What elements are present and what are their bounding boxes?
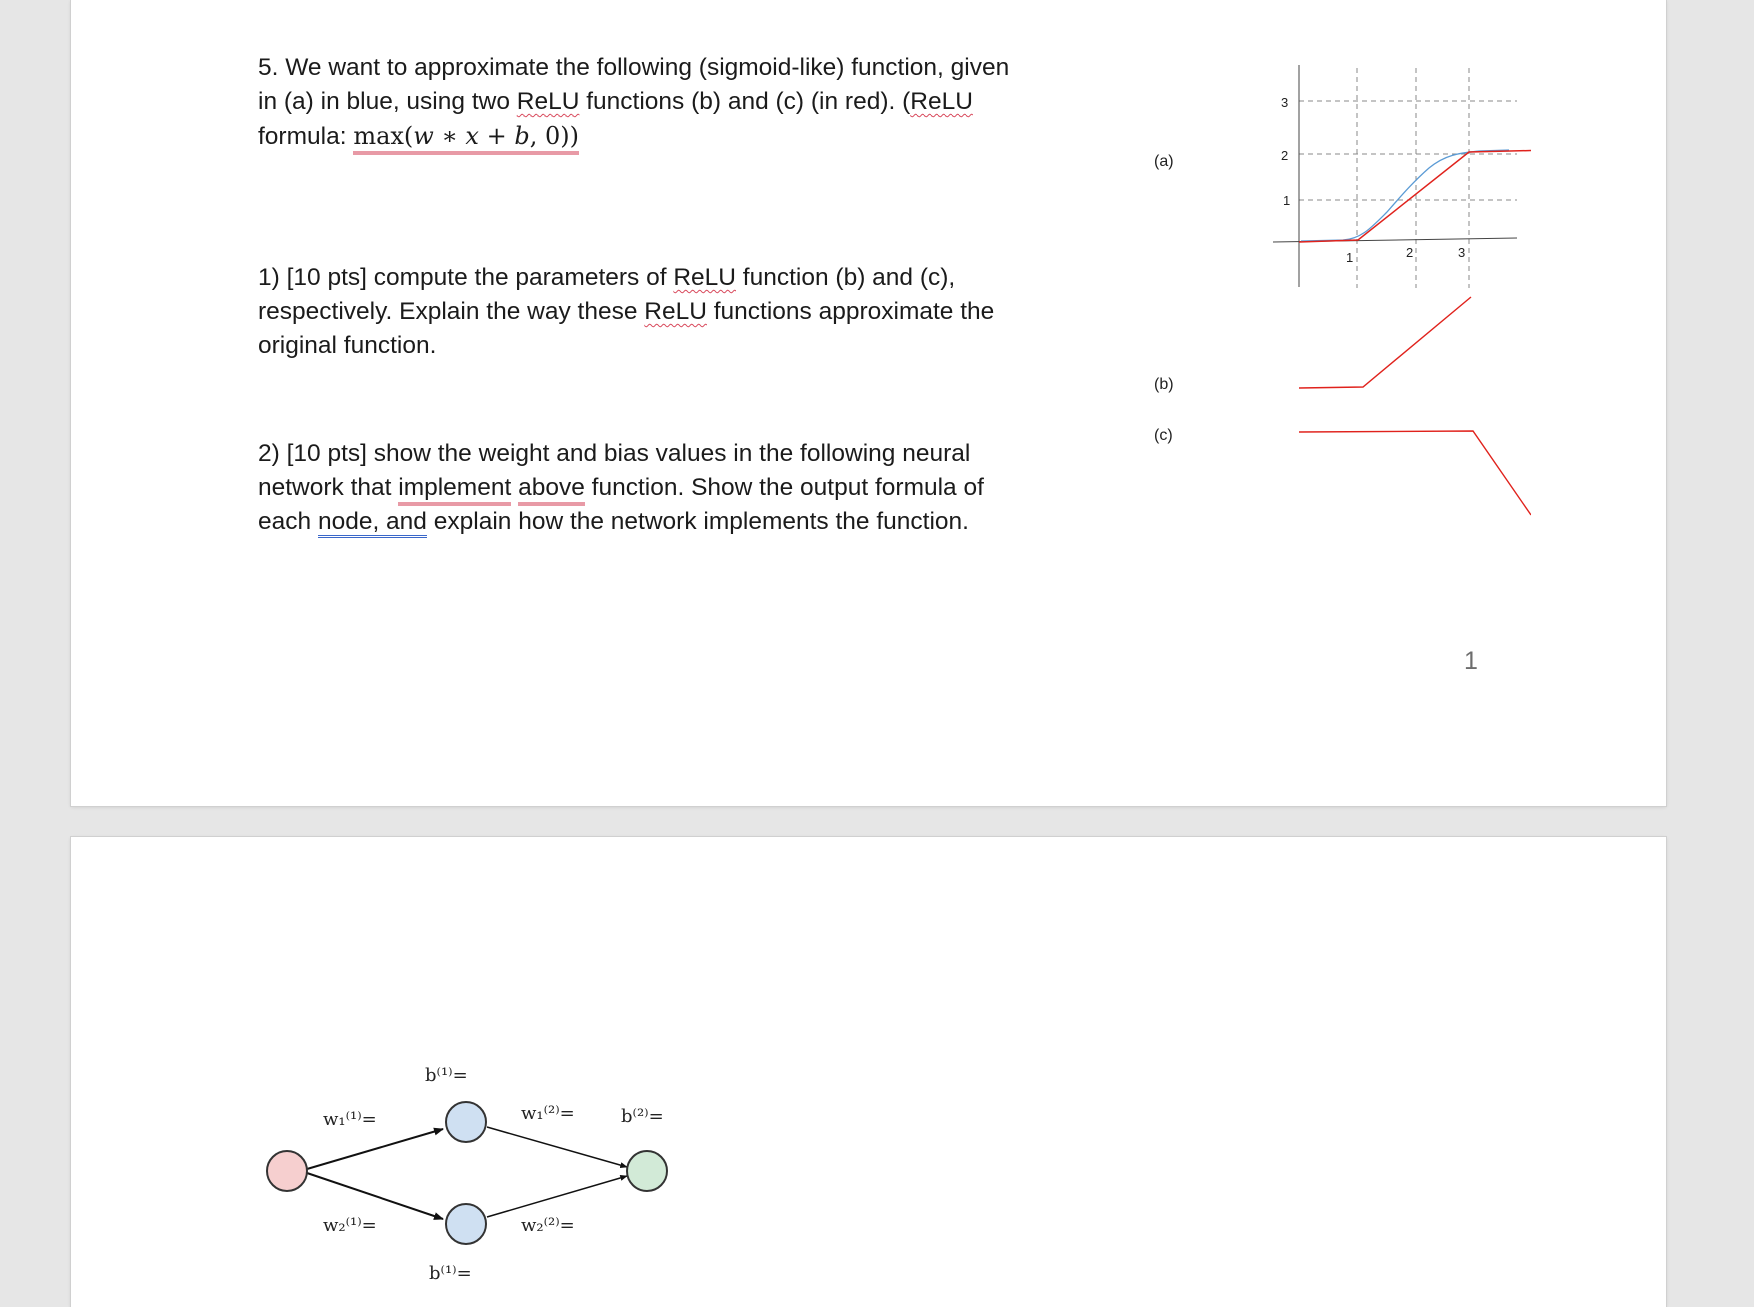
spell-flag-relu[interactable]: ReLU <box>673 264 736 291</box>
grammar-flag-above[interactable]: above <box>518 474 585 506</box>
relu-approximation <box>1299 150 1531 242</box>
document-page-2 <box>71 837 1666 1307</box>
question-part-2: 2) [10 pts] show the weight and bias values in the following neural network that implement above function. Show the output formula of each node, and explain how the network implements the function. <box>258 437 1158 539</box>
relu-figure <box>1131 40 1531 580</box>
x-tick-3: 3 <box>1458 245 1466 260</box>
grammar-flag-node-and[interactable]: node, and <box>318 508 427 538</box>
spell-flag-relu[interactable]: ReLU <box>644 298 707 325</box>
label-b: (b) <box>1154 376 1174 393</box>
relu-formula[interactable]: max(w ∗ x + b, 0)) <box>353 122 579 155</box>
label-a: (a) <box>1154 153 1174 170</box>
grammar-flag-implement[interactable]: implement <box>398 474 511 506</box>
bias-hidden-2-label: b⁽¹⁾= <box>429 1263 472 1284</box>
spell-flag-relu[interactable]: ReLU <box>910 88 973 115</box>
edge-input-hidden1 <box>307 1129 443 1169</box>
weight-w2-layer1-label: w₂⁽¹⁾= <box>323 1215 377 1236</box>
neural-network-diagram <box>251 1055 771 1295</box>
x-tick-2: 2 <box>1406 245 1414 260</box>
weight-w1-layer2-label: w₁⁽²⁾= <box>521 1103 575 1124</box>
spell-flag-relu[interactable]: ReLU <box>516 88 580 115</box>
hidden-node-1 <box>446 1102 486 1142</box>
page-number: 1 <box>1464 647 1478 675</box>
y-tick-2: 2 <box>1281 148 1289 163</box>
label-c: (c) <box>1154 427 1173 444</box>
edge-input-hidden2 <box>307 1173 443 1219</box>
relu-b-graph <box>1299 297 1471 388</box>
hidden-node-2 <box>446 1204 486 1244</box>
input-node <box>267 1151 307 1191</box>
document-page-1 <box>71 0 1666 806</box>
x-tick-1: 1 <box>1346 250 1354 265</box>
original-function-curve <box>1301 150 1509 241</box>
bias-hidden-1-label: b⁽¹⁾= <box>425 1065 468 1086</box>
weight-w1-layer1-label: w₁⁽¹⁾= <box>323 1109 377 1130</box>
question-intro: 5. We want to approximate the following (sigmoid-like) function, given in (a) in blue, using two ReLU functions (b) and (c) (in red). (ReLU formula: max(w ∗ x + b, 0)) <box>258 51 1158 154</box>
intro-text: 5. We want to approximate the following (sigmoid-like) function, given <box>258 54 1010 81</box>
edge-hidden2-output <box>487 1176 627 1217</box>
question-part-1: 1) [10 pts] compute the parameters of ReLU function (b) and (c), respectively. Explain the way these ReLU functions approximate the original function. <box>258 264 995 359</box>
graph-a <box>1273 65 1531 288</box>
edge-hidden1-output <box>487 1127 627 1167</box>
y-tick-3: 3 <box>1281 95 1289 110</box>
relu-c-graph <box>1299 431 1531 515</box>
bias-output-label: b⁽²⁾= <box>621 1106 664 1127</box>
y-tick-1: 1 <box>1283 193 1291 208</box>
weight-w2-layer2-label: w₂⁽²⁾= <box>521 1215 575 1236</box>
output-node <box>627 1151 667 1191</box>
